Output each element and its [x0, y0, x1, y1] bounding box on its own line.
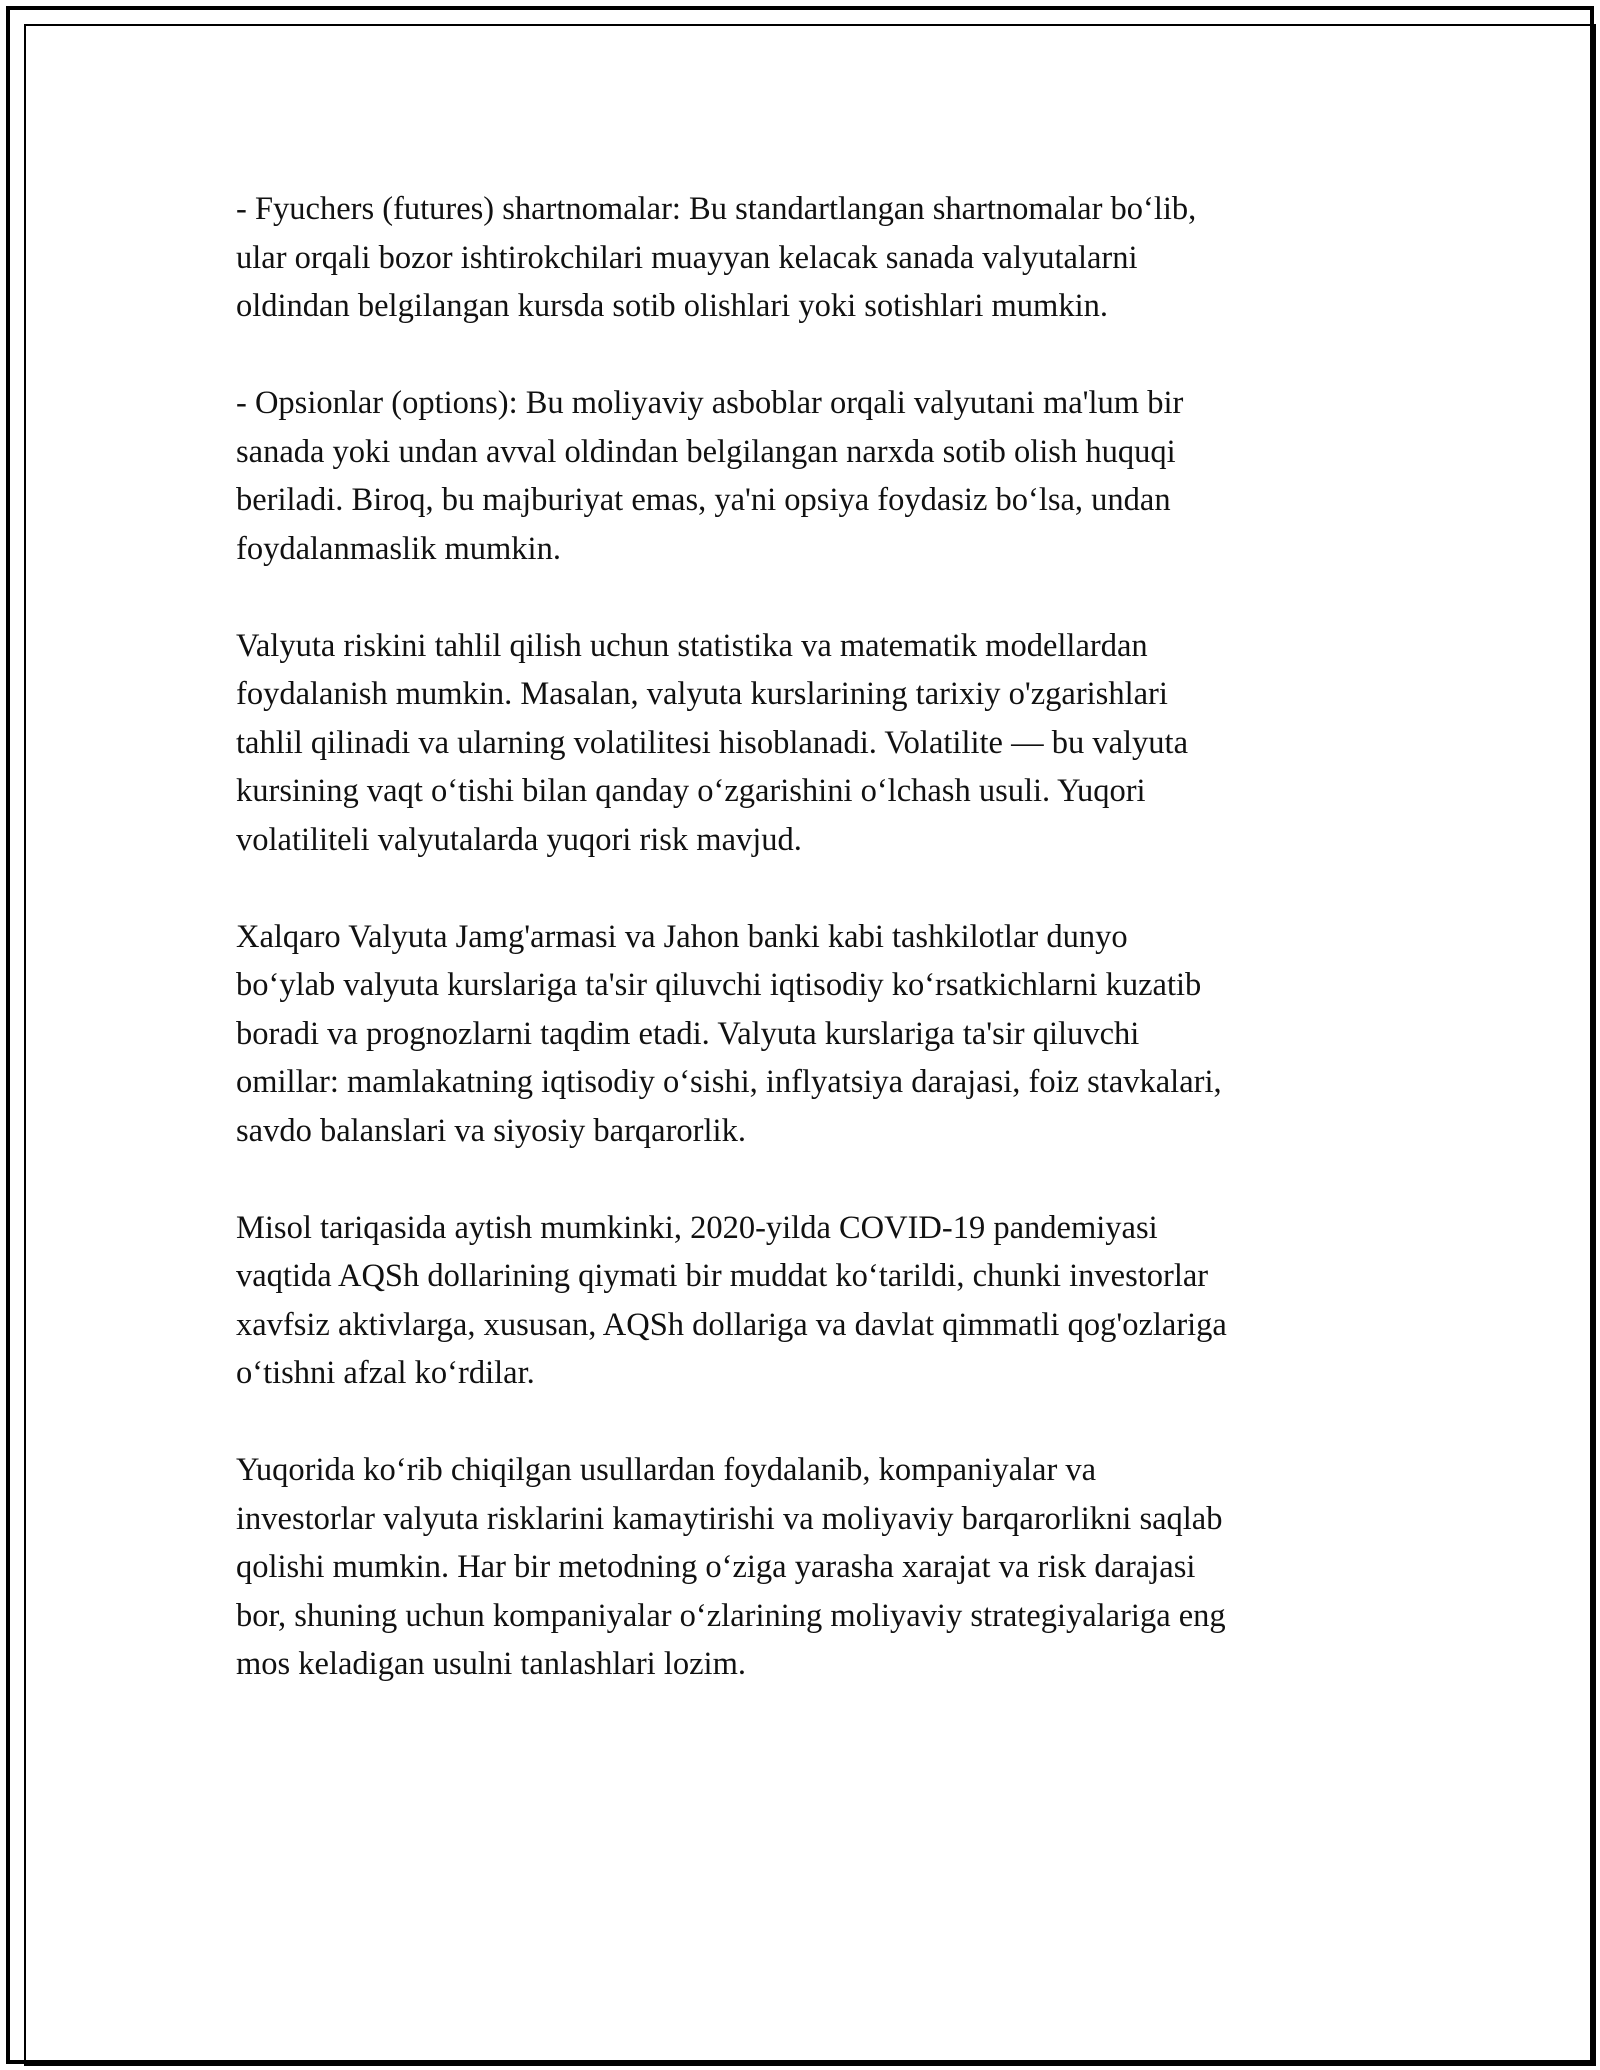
text-line: volatiliteli valyutalarda yuqori risk mavjud. [236, 821, 802, 858]
text-line: kursining vaqt o‘tishi bilan qanday o‘zgarishini o‘lchash usuli. Yuqori [236, 773, 1146, 809]
text-line: Valyuta riskini tahlil qilish uchun statistika va matematik modellardan [236, 627, 1148, 664]
text-line: o‘tishni afzal ko‘rdilar. [236, 1355, 535, 1391]
text-line: tahlil qilinadi va ularning volatilitesi hisoblanadi. Volatilite — bu valyuta [236, 724, 1188, 761]
paragraph-risk-analysis [236, 622, 1386, 865]
text-line: - Fyuchers (futures) shartnomalar: Bu standartlangan shartnomalar bo‘lib, [236, 191, 1197, 227]
text-line: bo‘ylab valyuta kurslariga ta'sir qiluvchi iqtisodiy ko‘rsatkichlarni kuzatib [236, 967, 1202, 1003]
text-line: investorlar valyuta risklarini kamaytirishi va moliyaviy barqarorlikni saqlab [236, 1500, 1223, 1537]
text-line: vaqtida AQSh dollarining qiymati bir muddat ko‘tarildi, chunki investorlar [236, 1258, 1209, 1294]
text-line: foydalanmaslik mumkin. [236, 530, 561, 567]
paragraph-options [236, 379, 1386, 573]
text-line: mos keladigan usulni tanlashlari lozim. [236, 1646, 746, 1682]
text-line: beriladi. Biroq, bu majburiyat emas, ya'ni opsiya foydasiz bo‘lsa, undan [236, 482, 1171, 518]
text-line: Xalqaro Valyuta Jamg'armasi va Jahon banki kabi tashkilotlar dunyo [236, 918, 1128, 955]
text-line: - Opsionlar (options): Bu moliyaviy asboblar orqali valyutani ma'lum bir [236, 385, 1184, 421]
text-line: foydalanish mumkin. Masalan, valyuta kurslarining tarixiy o'zgarishlari [236, 676, 1168, 712]
document-body [236, 185, 1386, 1737]
text-line: Yuqorida ko‘rib chiqilgan usullardan foydalanib, kompaniyalar va [236, 1452, 1097, 1488]
text-line: savdo balanslari va siyosiy barqarorlik. [236, 1112, 746, 1149]
text-line: oldindan belgilangan kursda sotib olishlari yoki sotishlari mumkin. [236, 288, 1108, 324]
text-line: qolishi mumkin. Har bir metodning o‘ziga yarasha xarajat va risk darajasi [236, 1549, 1196, 1585]
paragraph-organizations [236, 913, 1386, 1156]
text-line: Misol tariqasida aytish mumkinki, 2020-yilda COVID-19 pandemiyasi [236, 1209, 1158, 1246]
paragraph-example [236, 1204, 1386, 1398]
paragraph-conclusion [236, 1446, 1386, 1689]
paragraph-futures [236, 185, 1386, 331]
text-line: ular orqali bozor ishtirokchilari muayyan kelacak sanada valyutalarni [236, 239, 1138, 276]
text-line: sanada yoki undan avval oldindan belgilangan narxda sotib olish huquqi [236, 433, 1176, 470]
text-line: bor, shuning uchun kompaniyalar o‘zlarining moliyaviy strategiyalariga eng [236, 1597, 1226, 1634]
text-line: xavfsiz aktivlarga, xususan, AQSh dollariga va davlat qimmatli qog'ozlariga [236, 1306, 1227, 1343]
text-line: boradi va prognozlarni taqdim etadi. Valyuta kurslariga ta'sir qiluvchi [236, 1015, 1140, 1052]
text-line: omillar: mamlakatning iqtisodiy o‘sishi, inflyatsiya darajasi, foiz stavkalari, [236, 1064, 1222, 1100]
